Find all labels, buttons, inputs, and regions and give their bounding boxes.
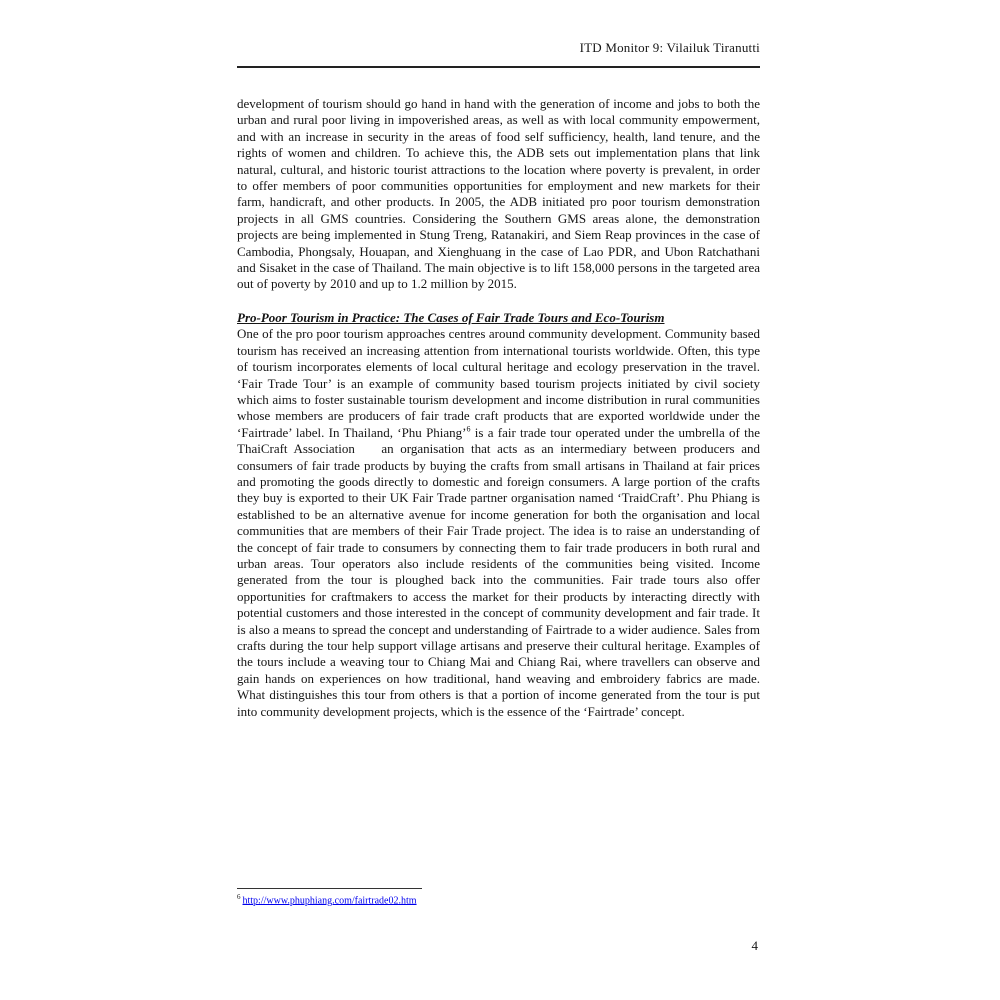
page-column [237,0,760,720]
footnote-separator-rule [237,888,422,889]
footnote-number: 6 [237,893,241,901]
paragraph-adb-pro-poor-tourism: development of tourism should go hand in hand with the generation of income and jobs to both the urban and rural poor living in impoverished areas, as well as with local community empowerment, and with an increase in security in the areas of food self sufficiency, health, land tenure, and the rights of women and children. To achieve this, the ADB sets out implementation plans that link natural, cultural, and historic tourist attractions to the location where poverty is prevalent, in order to offer members of poor communities opportunities for employment and new markets for their farm, handicraft, and other products. In 2005, the ADB initiated pro poor tourism demonstration projects in all GMS countries. Considering the Southern GMS areas alone, the demonstration projects are being implemented in Stung Treng, Ratanakiri, and Siem Reap provinces in the case of Cambodia, Phongsaly, Houapan, and Xienghuang in the case of Lao PDR, and Ubon Ratchathani and Sisaket in the case of Thailand. The main objective is to lift 158,000 persons in the targeted area out of poverty by 2010 and up to 1.2 million by 2015. [237,96,760,292]
header-rule [237,66,760,68]
paragraph-fair-trade-tours-part1: One of the pro poor tourism approaches centres around community development. Community based tourism has received an increasing attention from international tourists worldwide. Often, this type of tourism incorporates elements of local cultural heritage and ecology preservation in the travel. ‘Fair Trade Tour’ is an example of community based tourism projects initiated by civil society which aims to foster sustainable tourism development and income distribution in rural communities whose members are producers of fair trade craft products that are exported worldwide under the ‘Fairtrade’ label. In Thailand, ‘Phu Phiang’ [237,326,760,440]
footnote-reference-marker: 6 [466,424,471,434]
paragraph-fair-trade-tours-part2: is a fair trade tour operated under the umbrella of the ThaiCraft Association an organisation that acts as an intermediary between producers and consumers of fair trade products by buying the crafts from small artisans in Thailand at fair prices and promoting the goods directly to domestic and foreign consumers. A large portion of the crafts they buy is exported to their UK Fair Trade partner organisation named ‘TraidCraft’. Phu Phiang is established to be an alternative avenue for income generation for both the organisation and local communities that are members of their Fair Trade project. The idea is to raise an understanding of the concept of fair trade to consumers by connecting them to fair trade producers in both rural and urban areas. Tour operators also include residents of the communities being visited. Income generated from the tour is ploughed back into the communities. Fair trade tours also offer opportunities for craftmakers to access the market for their products by interacting directly with potential customers and those interested in the concept of community development and fair trade. It is also a means to spread the concept and understanding of Fairtrade to a wider audience. Sales from crafts during the tour help support village artisans and preserve their cultural heritage. Examples of the tours include a weaving tour to Chiang Mai and Chiang Rai, where travellers can observe and gain hands on experiences on how traditional, hand weaving and embroidery fabrics are made. What distinguishes this tour from others is that a portion of income generated from the tour is put into community development projects, which is the essence of the ‘Fairtrade’ concept. [237,424,760,719]
running-header: ITD Monitor 9: Vilailuk Tiranutti [579,40,760,55]
footnote-area [237,888,760,906]
page-number: 4 [751,938,758,953]
footnote [237,893,760,906]
section-heading-pro-poor-tourism-in-practice: Pro-Poor Tourism in Practice: The Cases of Fair Trade Tours and Eco-Tourism [237,309,665,325]
footnote-hyperlink[interactable]: http://www.phuphiang.com/fairtrade02.htm [242,895,417,907]
paragraph-fair-trade-tours [237,326,760,720]
